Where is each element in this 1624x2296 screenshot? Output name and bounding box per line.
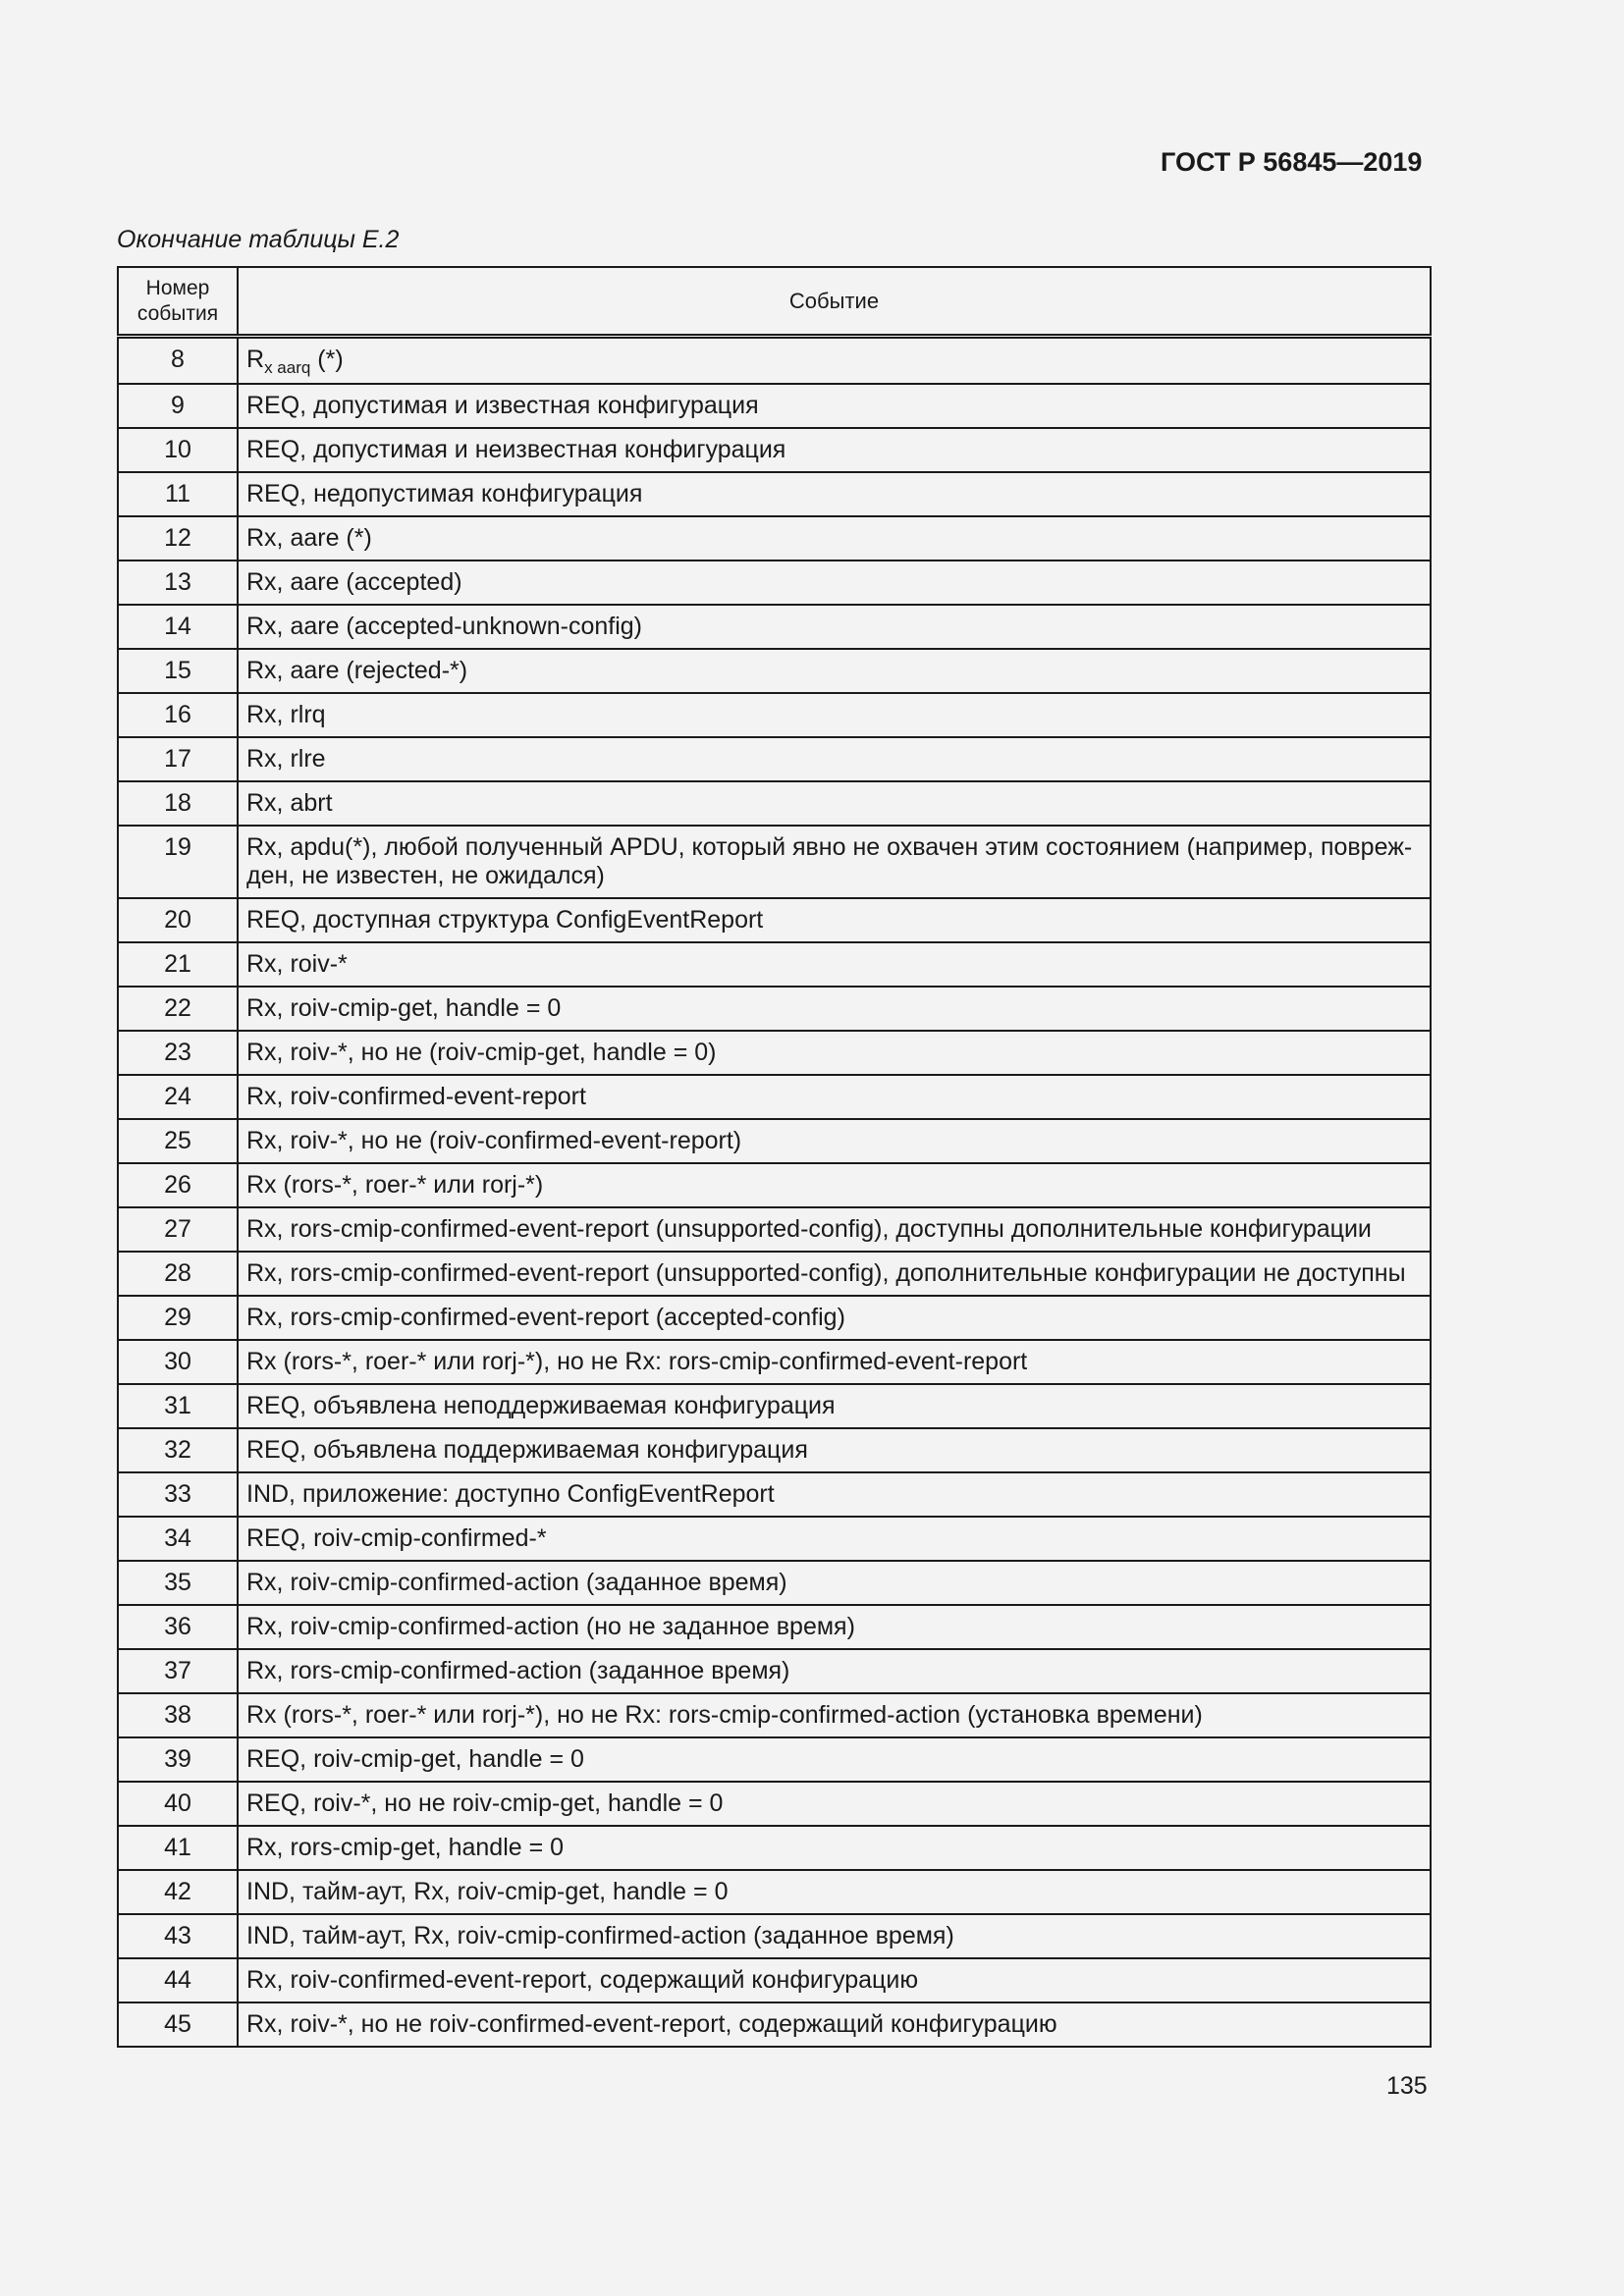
- column-header-event: Событие: [238, 267, 1431, 337]
- event-number: 13: [118, 561, 238, 605]
- event-number: 22: [118, 987, 238, 1031]
- event-number: 34: [118, 1517, 238, 1561]
- table-row: [118, 1870, 1431, 1914]
- table-row: [118, 472, 1431, 516]
- table-row: [118, 2002, 1431, 2047]
- event-description: Rx, rlre: [238, 737, 1431, 781]
- event-number: 21: [118, 942, 238, 987]
- event-description: Rx (rors-*, roer-* или rorj-*), но не Rx: rors-cmip-confirmed-event-report: [238, 1340, 1431, 1384]
- event-number: 12: [118, 516, 238, 561]
- event-description: REQ, объявлена поддерживаемая конфигурация: [238, 1428, 1431, 1472]
- event-description: Rx, aare (*): [238, 516, 1431, 561]
- table-row: [118, 737, 1431, 781]
- event-description: Rx, roiv-cmip-confirmed-action (заданное время): [238, 1561, 1431, 1605]
- event-number: 14: [118, 605, 238, 649]
- table-row: [118, 1428, 1431, 1472]
- table-row: [118, 898, 1431, 942]
- table-caption: Окончание таблицы Е.2: [117, 226, 400, 253]
- event-number: 15: [118, 649, 238, 693]
- table-row: [118, 649, 1431, 693]
- event-subscript: x aarq: [264, 358, 311, 377]
- table-row: [118, 1296, 1431, 1340]
- table-row: [118, 337, 1431, 385]
- table-row: [118, 781, 1431, 826]
- event-number: 36: [118, 1605, 238, 1649]
- event-number: 17: [118, 737, 238, 781]
- table-row: [118, 826, 1431, 898]
- table-row: [118, 516, 1431, 561]
- table-row: [118, 1163, 1431, 1207]
- event-description: IND, приложение: доступно ConfigEventReport: [238, 1472, 1431, 1517]
- event-description: Rx, roiv-*: [238, 942, 1431, 987]
- page-number: 135: [1386, 2072, 1428, 2100]
- table-row: [118, 1517, 1431, 1561]
- event-number: 27: [118, 1207, 238, 1252]
- event-description: Rx, rors-cmip-confirmed-event-report (unsupported-config), доступны дополнительные конфигурации: [238, 1207, 1431, 1252]
- event-number: 41: [118, 1826, 238, 1870]
- table-row: [118, 1075, 1431, 1119]
- event-number: 43: [118, 1914, 238, 1958]
- event-number: 44: [118, 1958, 238, 2002]
- table-row: [118, 1119, 1431, 1163]
- event-number: 10: [118, 428, 238, 472]
- event-description: IND, тайм-аут, Rx, roiv-cmip-confirmed-action (заданное время): [238, 1914, 1431, 1958]
- event-description: Rx (rors-*, roer-* или rorj-*): [238, 1163, 1431, 1207]
- event-number: 38: [118, 1693, 238, 1737]
- table-row: [118, 1826, 1431, 1870]
- event-description: Rx, aare (accepted): [238, 561, 1431, 605]
- event-description: REQ, допустимая и известная конфигурация: [238, 384, 1431, 428]
- event-number: 8: [118, 337, 238, 385]
- event-description: REQ, доступная структура ConfigEventReport: [238, 898, 1431, 942]
- event-number: 18: [118, 781, 238, 826]
- event-description: Rx, rors-cmip-get, handle = 0: [238, 1826, 1431, 1870]
- event-description: Rx, aare (rejected-*): [238, 649, 1431, 693]
- table-row: [118, 1737, 1431, 1782]
- table-row: [118, 1207, 1431, 1252]
- table-row: [118, 942, 1431, 987]
- event-number: 23: [118, 1031, 238, 1075]
- table-row: [118, 605, 1431, 649]
- event-description: Rx, aare (accepted-unknown-config): [238, 605, 1431, 649]
- event-number: 37: [118, 1649, 238, 1693]
- table-row: [118, 1782, 1431, 1826]
- table-row: [118, 1649, 1431, 1693]
- event-description: Rx, apdu(*), любой полученный APDU, который явно не охвачен этим состоянием (например, повреж-ден, не известен, не ожидался): [238, 826, 1431, 898]
- event-number: 30: [118, 1340, 238, 1384]
- table-row: [118, 428, 1431, 472]
- event-text: R: [246, 346, 265, 373]
- event-number: 26: [118, 1163, 238, 1207]
- event-description: REQ, объявлена неподдерживаемая конфигурация: [238, 1384, 1431, 1428]
- event-description: REQ, roiv-*, но не roiv-cmip-get, handle = 0: [238, 1782, 1431, 1826]
- event-number: 20: [118, 898, 238, 942]
- table-row: [118, 1693, 1431, 1737]
- event-number: 19: [118, 826, 238, 898]
- event-description: Rx, roiv-cmip-confirmed-action (но не заданное время): [238, 1605, 1431, 1649]
- event-description: REQ, недопустимая конфигурация: [238, 472, 1431, 516]
- event-description: Rx, roiv-*, но не roiv-confirmed-event-report, содержащий конфигурацию: [238, 2002, 1431, 2047]
- table-row: [118, 1031, 1431, 1075]
- event-description: Rx (rors-*, roer-* или rorj-*), но не Rx: rors-cmip-confirmed-action (установка времени): [238, 1693, 1431, 1737]
- table-header-row: [118, 267, 1431, 337]
- table-row: [118, 987, 1431, 1031]
- event-description: Rx, rors-cmip-confirmed-event-report (unsupported-config), дополнительные конфигурации не доступны: [238, 1252, 1431, 1296]
- event-number: 42: [118, 1870, 238, 1914]
- event-number: 32: [118, 1428, 238, 1472]
- event-number: 11: [118, 472, 238, 516]
- event-number: 40: [118, 1782, 238, 1826]
- document-header: ГОСТ Р 56845—2019: [1161, 147, 1423, 177]
- table-row: [118, 1605, 1431, 1649]
- event-description: Rx, rlrq: [238, 693, 1431, 737]
- event-description: Rx, abrt: [238, 781, 1431, 826]
- event-description: Rx, roiv-cmip-get, handle = 0: [238, 987, 1431, 1031]
- event-description: REQ, допустимая и неизвестная конфигурация: [238, 428, 1431, 472]
- event-number: 33: [118, 1472, 238, 1517]
- table-row: [118, 1958, 1431, 2002]
- event-number: 16: [118, 693, 238, 737]
- event-number: 45: [118, 2002, 238, 2047]
- events-table: [117, 266, 1432, 2048]
- event-description: Rx, rors-cmip-confirmed-event-report (accepted-config): [238, 1296, 1431, 1340]
- event-number: 24: [118, 1075, 238, 1119]
- table-row: [118, 693, 1431, 737]
- table-row: [118, 1914, 1431, 1958]
- event-number: 25: [118, 1119, 238, 1163]
- column-header-number: Номер события: [118, 267, 238, 337]
- event-description: [238, 337, 1431, 385]
- event-description: Rx, roiv-*, но не (roiv-cmip-get, handle = 0): [238, 1031, 1431, 1075]
- event-text-rest: (*): [310, 346, 344, 373]
- event-number: 28: [118, 1252, 238, 1296]
- table-row: [118, 561, 1431, 605]
- event-number: 31: [118, 1384, 238, 1428]
- table-row: [118, 1340, 1431, 1384]
- event-description: Rx, roiv-*, но не (roiv-confirmed-event-report): [238, 1119, 1431, 1163]
- table-row: [118, 384, 1431, 428]
- table-row: [118, 1561, 1431, 1605]
- event-number: 9: [118, 384, 238, 428]
- event-number: 29: [118, 1296, 238, 1340]
- event-number: 35: [118, 1561, 238, 1605]
- event-description: Rx, roiv-confirmed-event-report, содержащий конфигурацию: [238, 1958, 1431, 2002]
- event-description: REQ, roiv-cmip-get, handle = 0: [238, 1737, 1431, 1782]
- event-description: Rx, rors-cmip-confirmed-action (заданное время): [238, 1649, 1431, 1693]
- event-description: IND, тайм-аут, Rx, roiv-cmip-get, handle = 0: [238, 1870, 1431, 1914]
- event-description: REQ, roiv-cmip-confirmed-*: [238, 1517, 1431, 1561]
- table-row: [118, 1384, 1431, 1428]
- table-row: [118, 1472, 1431, 1517]
- event-description: Rx, roiv-confirmed-event-report: [238, 1075, 1431, 1119]
- event-number: 39: [118, 1737, 238, 1782]
- table-row: [118, 1252, 1431, 1296]
